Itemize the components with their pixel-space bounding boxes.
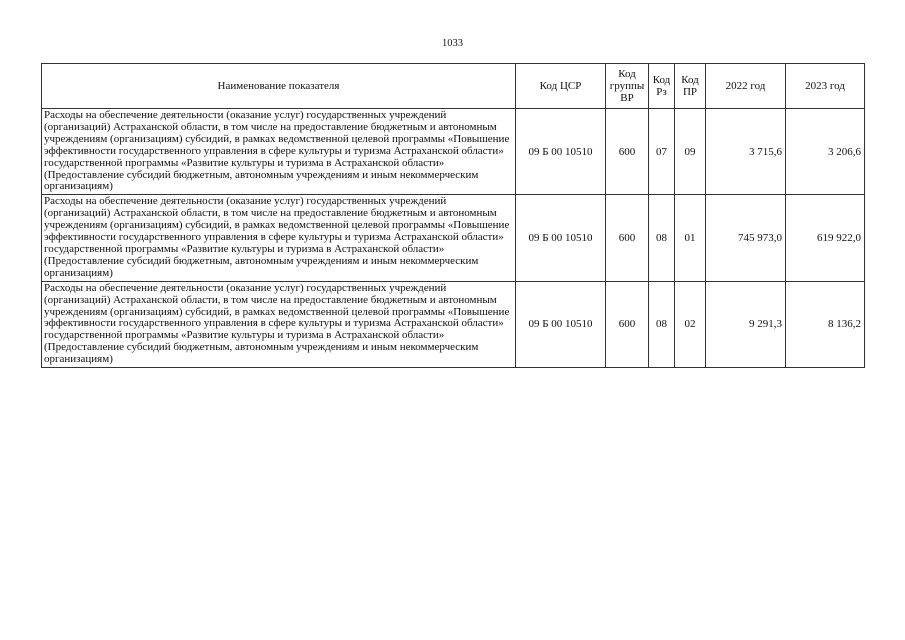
row-rz: 08 xyxy=(649,195,675,281)
row-2022: 9 291,3 xyxy=(706,281,786,367)
budget-table xyxy=(41,63,865,368)
header-pr: Код ПР xyxy=(675,64,706,109)
row-csr: 09 Б 00 10510 xyxy=(516,195,606,281)
table-row xyxy=(42,281,865,367)
row-2022: 3 715,6 xyxy=(706,109,786,195)
header-name: Наименование показателя xyxy=(42,64,516,109)
row-csr: 09 Б 00 10510 xyxy=(516,109,606,195)
page-number: 1033 xyxy=(442,38,463,49)
row-2022: 745 973,0 xyxy=(706,195,786,281)
row-pr: 09 xyxy=(675,109,706,195)
row-rz: 07 xyxy=(649,109,675,195)
row-2023: 8 136,2 xyxy=(786,281,865,367)
header-row xyxy=(42,64,865,109)
row-name: Расходы на обеспечение деятельности (оказание услуг) государственных учреждений (организаций) Астраханской области, в том числе на предоставление бюджетным и автономным учреждениям (организациям) субсидий, в рамках ведомственной целевой программы «Повышение эффективности государственного управления в сфере культуры и туризма Астраханской области» государственной программы «Развитие культуры и туризма в Астраханской области» (Предоставление субсидий бюджетным, автономным учреждениям и иным некоммерческим организациям) xyxy=(42,281,516,367)
row-pr: 02 xyxy=(675,281,706,367)
row-2023: 3 206,6 xyxy=(786,109,865,195)
header-csr: Код ЦСР xyxy=(516,64,606,109)
row-vr: 600 xyxy=(606,109,649,195)
row-2023: 619 922,0 xyxy=(786,195,865,281)
row-rz: 08 xyxy=(649,281,675,367)
table-row xyxy=(42,109,865,195)
row-vr: 600 xyxy=(606,195,649,281)
row-vr: 600 xyxy=(606,281,649,367)
row-name: Расходы на обеспечение деятельности (оказание услуг) государственных учреждений (организаций) Астраханской области, в том числе на предоставление бюджетным и автономным учреждениям (организациям) субсидий, в рамках ведомственной целевой программы «Повышение эффективности государственного управления в сфере культуры и туризма Астраханской области» государственной программы «Развитие культуры и туризма в Астраханской области» (Предоставление субсидий бюджетным, автономным учреждениям и иным некоммерческим организациям) xyxy=(42,195,516,281)
table-row xyxy=(42,195,865,281)
header-2022: 2022 год xyxy=(706,64,786,109)
row-name: Расходы на обеспечение деятельности (оказание услуг) государственных учреждений (организаций) Астраханской области, в том числе на предоставление бюджетным и автономным учреждениям (организациям) субсидий, в рамках ведомственной целевой программы «Повышение эффективности государственного управления в сфере культуры и туризма Астраханской области» государственной программы «Развитие культуры и туризма в Астраханской области» (Предоставление субсидий бюджетным, автономным учреждениям и иным некоммерческим организациям) xyxy=(42,109,516,195)
row-csr: 09 Б 00 10510 xyxy=(516,281,606,367)
row-pr: 01 xyxy=(675,195,706,281)
header-rz: Код Рз xyxy=(649,64,675,109)
header-2023: 2023 год xyxy=(786,64,865,109)
header-vr: Код группы ВР xyxy=(606,64,649,109)
